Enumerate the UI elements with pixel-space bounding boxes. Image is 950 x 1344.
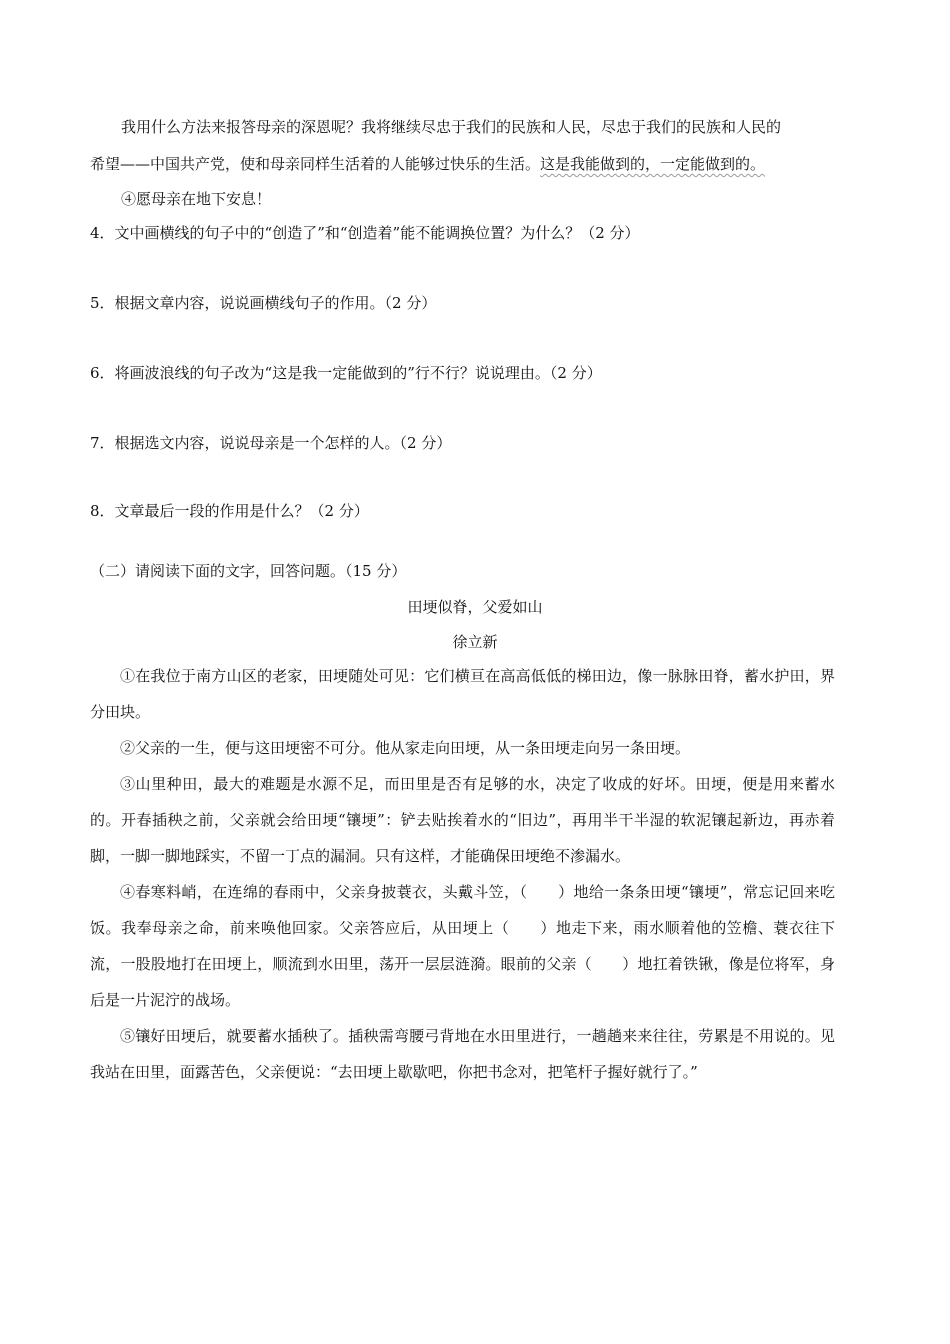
question-8: 8．文章最后一段的作用是什么？（2 分） bbox=[90, 502, 369, 520]
passage-line-3: ④愿母亲在地下安息！ bbox=[121, 190, 272, 208]
question-4: 4．文中画横线的句子中的“创造了”和“创造着”能不能调换位置？为什么？（2 分） bbox=[90, 224, 640, 242]
question-6: 6．将画波浪线的句子改为“这是我一定能做到的”行不行？说说理由。（2 分） bbox=[90, 364, 602, 382]
question-5: 5．根据文章内容，说说画横线句子的作用。（2 分） bbox=[90, 294, 437, 312]
article-author: 徐立新 bbox=[452, 633, 498, 651]
article-paragraph-3: ③山里种田，最大的难题是水源不足，而田里是否有足够的水，决定了收成的好坏。田埂，便是用来蓄水的。开春插秧之前，父亲就会给田埂“镶埂”：铲去贴挨着水的“旧边”，再用半干半湿的软泥镶起新边，再赤着脚，一脚一脚地踩实，不留一丁点的漏洞。只有这样，才能确保田埂绝不渗漏水。 bbox=[90, 775, 835, 865]
passage-line-2 bbox=[90, 153, 765, 175]
passage-line-1: 我用什么方法来报答母亲的深恩呢？我将继续尽忠于我们的民族和人民，尽忠于我们的民族和人民的 bbox=[121, 118, 782, 136]
article-paragraph-1: ①在我位于南方山区的老家，田埂随处可见：它们横亘在高高低低的梯田边，像一脉脉田脊，蓄水护田，界分田块。 bbox=[90, 667, 835, 721]
section-heading: （二）请阅读下面的文字，回答问题。（15 分） bbox=[90, 562, 407, 580]
article-paragraph-4: ④春寒料峭，在连绵的春雨中，父亲身披蓑衣，头戴斗笠，（ ）地给一条条田埂“镶埂”，常忘记回来吃饭。我奉母亲之命，前来唤他回家。父亲答应后，从田埂上（ ）地走下来，雨水顺着他的笠檐、蓑衣往下流，一股股地打在田埂上，顺流到水田里，荡开一层层涟漪。眼前的父亲（ ）地扛着铁锹，像是位将军，身后是一片泥泞的战场。 bbox=[90, 883, 835, 1009]
wavy-underlined-sentence: 这是我能做到的，一定能做到的。 bbox=[540, 155, 766, 173]
article-paragraph-2: ②父亲的一生，便与这田埂密不可分。他从家走向田埂，从一条田埂走向另一条田埂。 bbox=[120, 739, 691, 757]
passage-line-2-text: 希望——中国共产党，使和母亲同样生活着的人能够过快乐的生活。 bbox=[90, 155, 541, 173]
article-paragraph-5: ⑤镶好田埂后，就要蓄水插秧了。插秧需弯腰弓背地在水田里进行，一趟趟来来往往，劳累是不用说的。见我站在田里，面露苦色，父亲便说：“去田埂上歇歇吧，你把书念对，把笔杆子握好就行了。” bbox=[90, 1027, 835, 1081]
article-title: 田埂似脊，父爱如山 bbox=[407, 598, 543, 616]
question-7: 7．根据选文内容，说说母亲是一个怎样的人。（2 分） bbox=[90, 434, 452, 452]
